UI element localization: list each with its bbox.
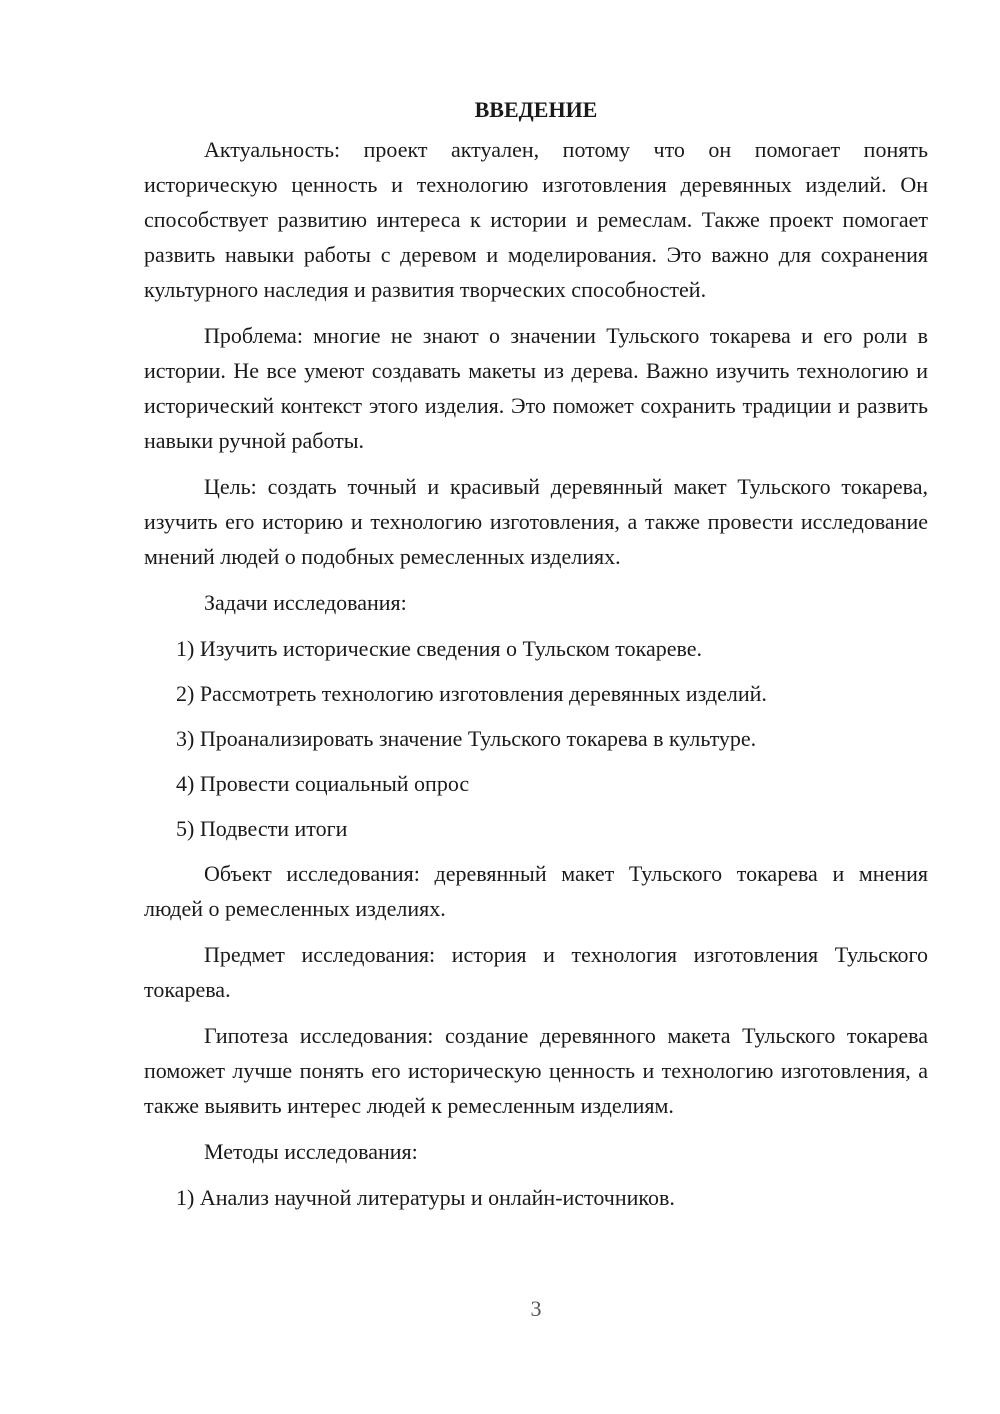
- hypothesis-paragraph: Гипотеза исследования: создание деревянного макета Тульского токарева поможет лучше понять его историческую ценность и технологию изготовления, а также выявить интерес людей к ремесленным изделиям.: [144, 1023, 928, 1118]
- methods-list: [144, 1180, 928, 1215]
- list-item: 1) Анализ научной литературы и онлайн-источников.: [176, 1185, 675, 1210]
- document-page: [144, 88, 928, 1225]
- tasks-heading: Задачи исследования:: [204, 590, 407, 615]
- list-item: 4) Провести социальный опрос: [176, 771, 470, 796]
- list-item: 1) Изучить исторические сведения о Тульском токареве.: [176, 636, 703, 661]
- object-paragraph: Объект исследования: деревянный макет Тульского токарева и мнения людей о ремесленных изделиях.: [144, 861, 928, 921]
- list-item: 5) Подвести итоги: [176, 816, 348, 841]
- relevance-paragraph: Актуальность: проект актуален, потому что он помогает понять историческую ценность и технологию изготовления деревянных изделий. Он способствует развитию интереса к истории и ремеслам. Также проект помогает развить навыки работы с деревом и моделирования. Это важно для сохранения культурного наследия и развития творческих способностей.: [144, 137, 928, 302]
- methods-heading: Методы исследования:: [204, 1139, 418, 1164]
- list-item: 2) Рассмотреть технологию изготовления деревянных изделий.: [176, 681, 767, 706]
- section-title: ВВЕДЕНИЕ: [474, 97, 598, 122]
- tasks-list: [144, 631, 928, 846]
- goal-paragraph: Цель: создать точный и красивый деревянный макет Тульского токарева, изучить его историю и технологию изготовления, а также провести исследование мнений людей о подобных ремесленных изделиях.: [144, 474, 928, 569]
- problem-paragraph: Проблема: многие не знают о значении Тульского токарева и его роли в истории. Не все умеют создавать макеты из дерева. Важно изучить технологию и исторический контекст этого изделия. Это поможет сохранить традиции и развить навыки ручной работы.: [144, 323, 928, 453]
- list-item: 3) Проанализировать значение Тульского токарева в культуре.: [176, 726, 757, 751]
- subject-paragraph: Предмет исследования: история и технология изготовления Тульского токарева.: [144, 942, 928, 1002]
- page-number: 3: [530, 1296, 542, 1321]
